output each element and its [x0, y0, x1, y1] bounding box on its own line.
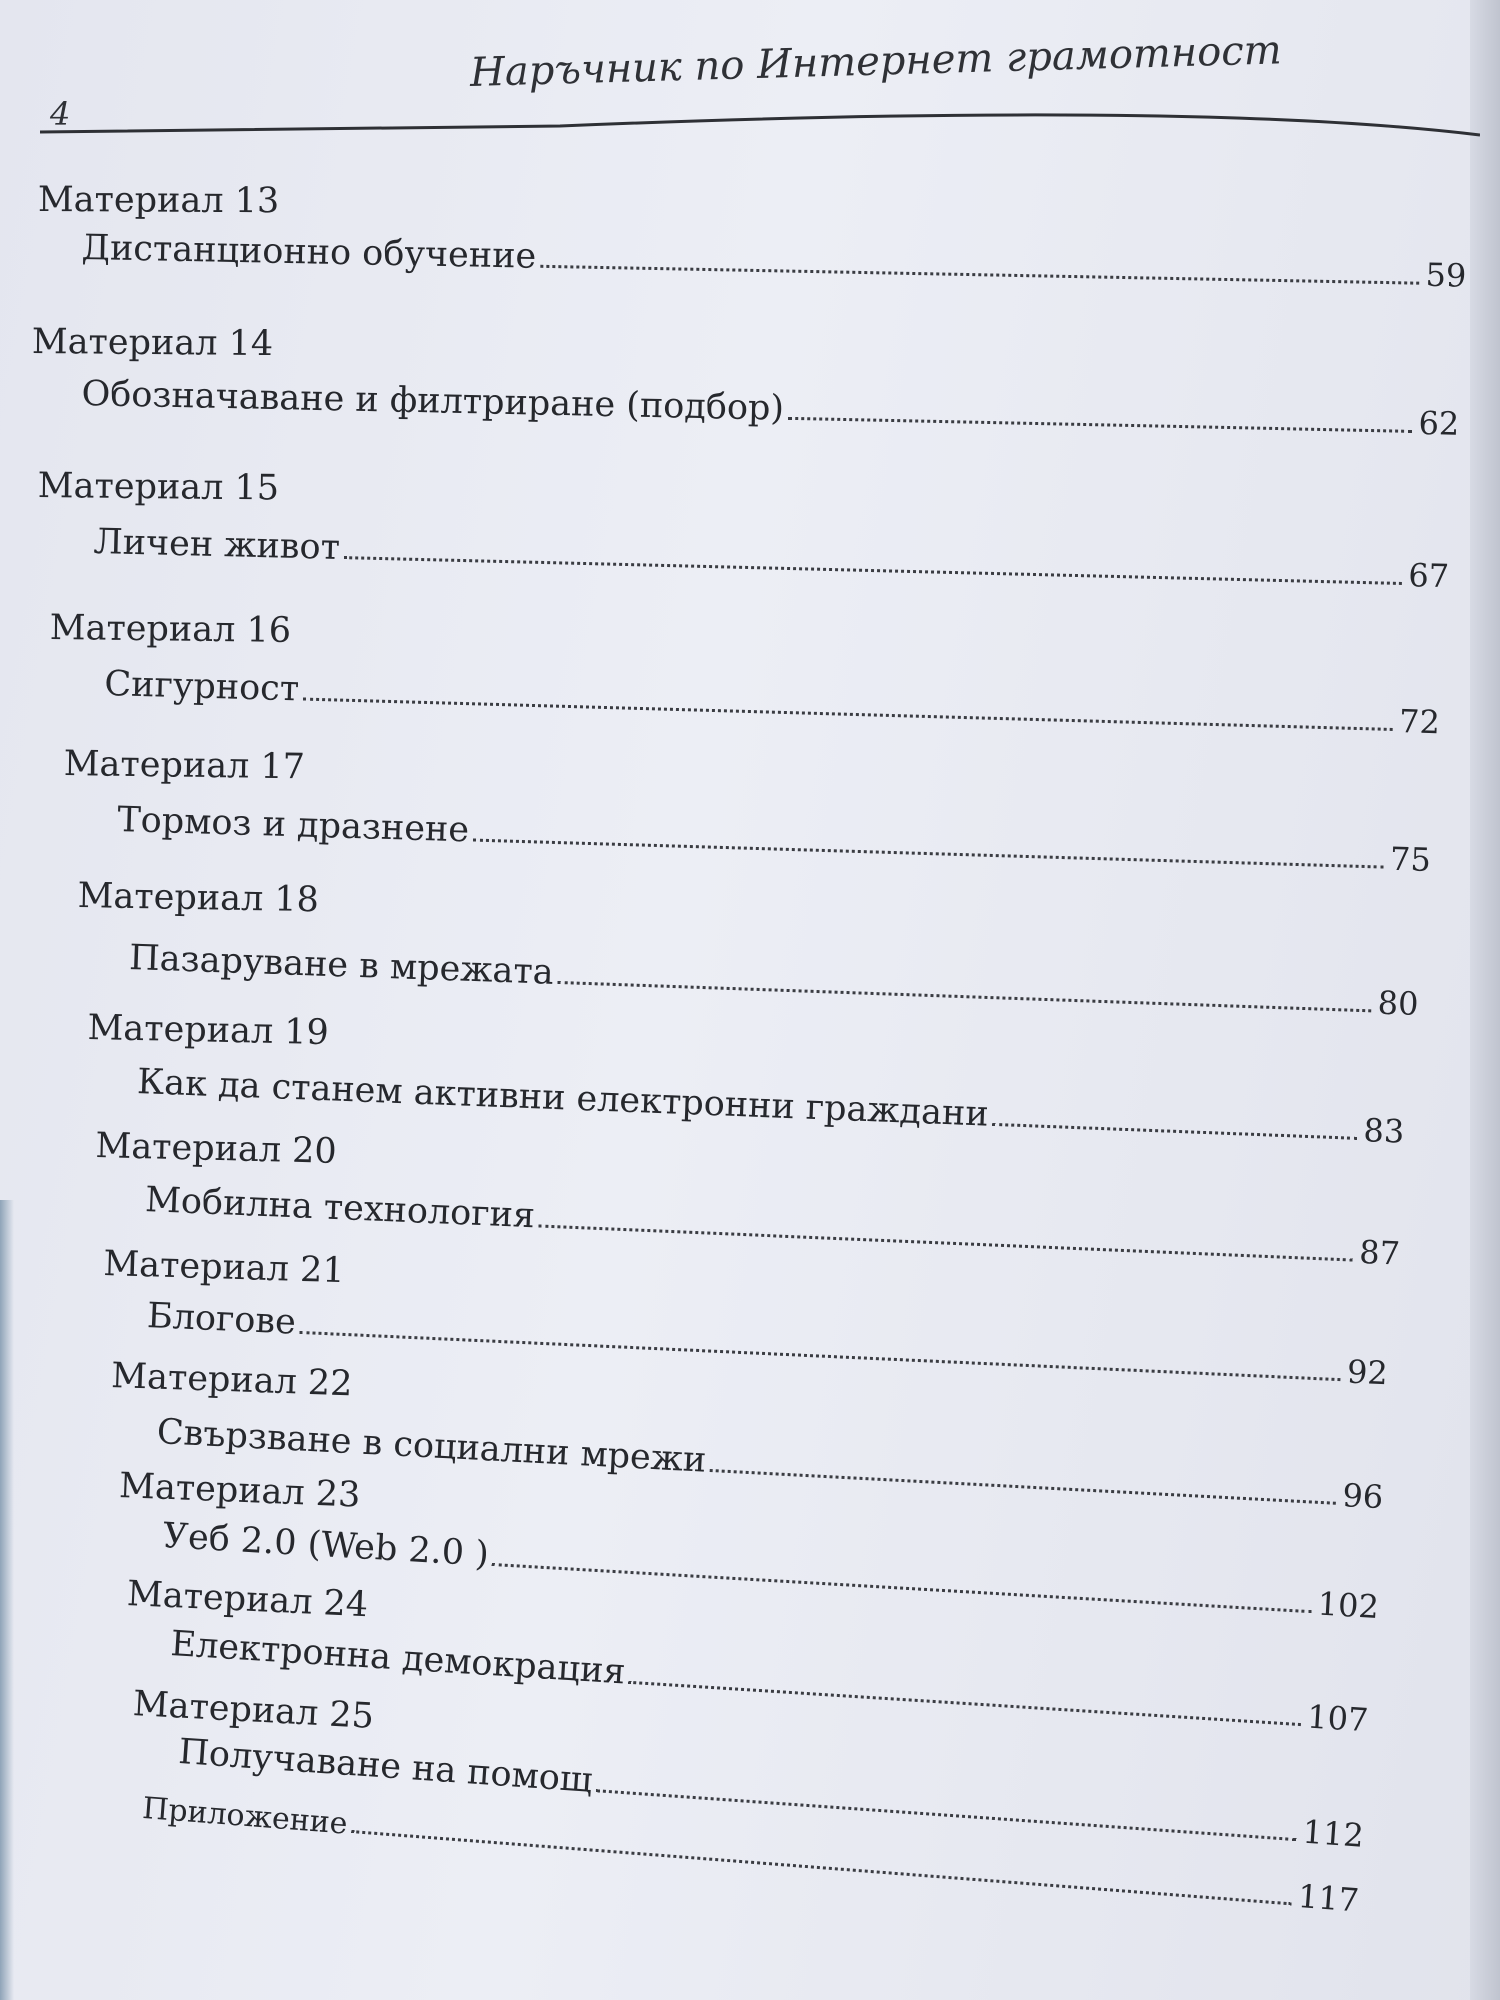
- toc-entry-title: Свързване в социални мрежи: [155, 1412, 708, 1481]
- toc-material-label: Материал 13: [37, 180, 280, 222]
- header-page-number: 4: [50, 95, 71, 133]
- toc-entry-title: Дистанционно обучение: [81, 228, 537, 277]
- toc-material-label: Материал 22: [110, 1356, 354, 1405]
- toc-entry-title: Мобилна технология: [144, 1180, 536, 1237]
- toc-entry-page: 96: [1341, 1476, 1385, 1517]
- dot-leader: [992, 1123, 1357, 1140]
- toc-entry-title: Личен живот: [93, 522, 341, 569]
- toc-entry-title: Уеб 2.0 (Web 2.0 ): [161, 1516, 490, 1575]
- toc-entry-page: 67: [1407, 556, 1450, 596]
- toc-material-label: Материал 19: [87, 1008, 330, 1054]
- toc-entry-page: 80: [1377, 983, 1420, 1023]
- toc-entry[interactable]: [117, 800, 1432, 879]
- toc-entry-page: 59: [1425, 255, 1467, 295]
- toc-entry[interactable]: [129, 938, 1420, 1023]
- toc-entry-title: Пазаруване в мрежата: [128, 938, 555, 993]
- dot-leader: [710, 1469, 1337, 1505]
- toc-entry-page: 112: [1301, 1812, 1365, 1855]
- dot-leader: [344, 556, 1403, 585]
- dot-leader: [473, 839, 1384, 869]
- toc-entry-title: Блогове: [146, 1296, 297, 1343]
- dot-leader: [538, 1224, 1353, 1261]
- toc-entry-title: Получаване на помощ: [177, 1732, 594, 1801]
- toc-entry-title: Как да станем активни електронни граждани: [136, 1062, 990, 1135]
- toc-entry-title: Приложение: [141, 1790, 349, 1842]
- dot-leader: [540, 265, 1420, 285]
- toc-material-label: Материал 16: [49, 608, 292, 651]
- toc-entry-page: 92: [1346, 1352, 1389, 1393]
- dot-leader: [303, 698, 1393, 731]
- toc-entry-page: 72: [1398, 702, 1441, 742]
- toc-material-label: Материал 25: [131, 1684, 375, 1737]
- dot-leader: [351, 1830, 1292, 1905]
- toc-entry-page: 87: [1358, 1232, 1401, 1273]
- toc-material-label: Материал 18: [77, 876, 320, 921]
- toc-entry[interactable]: [93, 522, 1450, 595]
- toc-entry-title: Електронна демокрация: [169, 1624, 627, 1693]
- toc-entry-page: 75: [1389, 839, 1432, 879]
- toc-entry-page: 102: [1316, 1584, 1380, 1627]
- toc-entry-title: Сигурност: [103, 664, 300, 710]
- header-title: Наръчник по Интернет грамотност: [469, 27, 1283, 96]
- dot-leader: [557, 981, 1371, 1012]
- toc-entry-title: Обозначаване и филтриране (подбор): [81, 374, 785, 429]
- toc-entry-page: 83: [1362, 1111, 1405, 1151]
- toc-entry-page: 117: [1296, 1876, 1361, 1920]
- toc-entry[interactable]: [81, 374, 1460, 443]
- toc-material-label: Материал 21: [102, 1244, 346, 1292]
- toc-material-label: Материал 14: [31, 322, 274, 365]
- dot-leader: [629, 1681, 1301, 1726]
- toc-material-label: Материал 20: [95, 1126, 338, 1172]
- toc-entry-page: 62: [1418, 404, 1460, 443]
- toc-material-label: Материал 17: [63, 744, 306, 788]
- dot-leader: [788, 417, 1413, 433]
- dot-leader: [299, 1331, 1340, 1381]
- toc-entry-title: Тормоз и дразнене: [116, 800, 470, 851]
- toc-entry-page: 107: [1306, 1697, 1370, 1740]
- toc-entry[interactable]: [104, 664, 1441, 741]
- toc-material-label: Материал 15: [37, 466, 280, 509]
- toc-entry[interactable]: [81, 228, 1467, 295]
- toc-material-label: Материал 24: [126, 1574, 370, 1626]
- toc-material-label: Материал 23: [118, 1466, 362, 1516]
- dot-leader: [492, 1563, 1311, 1613]
